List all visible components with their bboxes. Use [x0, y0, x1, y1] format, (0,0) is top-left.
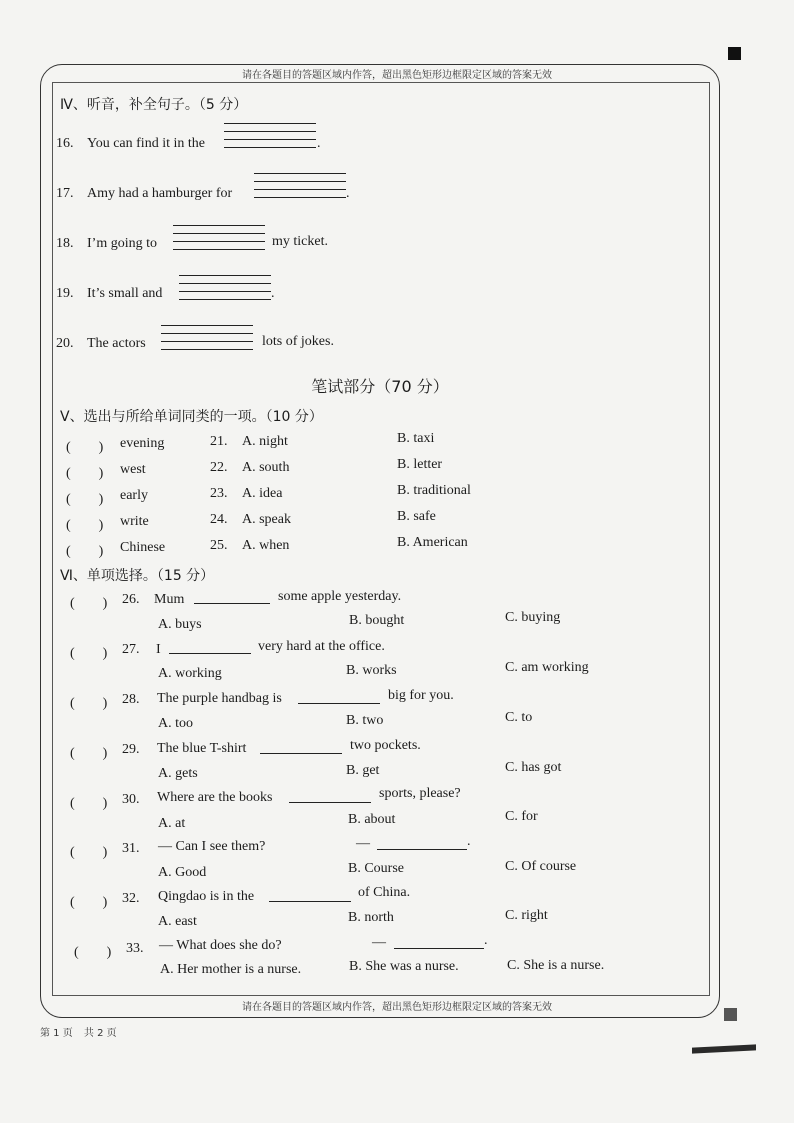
- q31-period: .: [467, 834, 471, 849]
- q25-answer-paren[interactable]: ( ): [66, 544, 104, 559]
- answer-frame-inner: [52, 82, 710, 996]
- q26-number: 26.: [122, 592, 140, 607]
- q30-number: 30.: [122, 792, 140, 807]
- q31-question: — Can I see them?: [158, 839, 266, 854]
- q24-option-b: B. safe: [397, 509, 436, 524]
- q30-option-c: C. for: [505, 809, 538, 824]
- q32-option-a: A. east: [158, 914, 197, 929]
- q20-text: The actors: [87, 336, 146, 351]
- q23-option-b: B. traditional: [397, 483, 471, 498]
- q27-option-c: C. am working: [505, 660, 589, 675]
- q18-number: 18.: [56, 236, 74, 251]
- q26-blank[interactable]: [194, 588, 270, 604]
- q20-number: 20.: [56, 336, 74, 351]
- q22-number: 22.: [210, 460, 228, 475]
- q31-answer-paren[interactable]: ( ): [70, 845, 108, 860]
- q21-option-a: A. night: [242, 434, 288, 449]
- q17-answer-blank[interactable]: [254, 173, 346, 205]
- q32-answer-paren[interactable]: ( ): [70, 895, 108, 910]
- q27-number: 27.: [122, 642, 140, 657]
- q20-answer-blank[interactable]: [161, 325, 253, 357]
- q28-option-b: B. two: [346, 713, 384, 728]
- q24-option-a: A. speak: [242, 512, 291, 527]
- section6-title: Ⅵ、单项选择。（15 分）: [60, 568, 215, 584]
- q31-option-b: B. Course: [348, 861, 404, 876]
- q31-response-dash: —: [356, 836, 370, 851]
- q29-option-c: C. has got: [505, 760, 562, 775]
- q22-answer-paren[interactable]: ( ): [66, 466, 104, 481]
- written-part-title: 笔试部分（70 分）: [311, 377, 449, 396]
- q27-option-a: A. working: [158, 666, 222, 681]
- page-footer: [40, 1024, 125, 1039]
- q33-number: 33.: [126, 941, 144, 956]
- q20-ending: lots of jokes.: [262, 334, 334, 349]
- q31-option-c: C. Of course: [505, 859, 577, 874]
- q23-answer-paren[interactable]: ( ): [66, 492, 104, 507]
- q30-blank[interactable]: [289, 787, 371, 803]
- q33-response-dash: —: [372, 935, 386, 950]
- q16-answer-blank[interactable]: [224, 123, 316, 155]
- q29-stem-start: The blue T-shirt: [157, 741, 247, 756]
- q26-option-c: C. buying: [505, 610, 561, 625]
- section4-title: Ⅳ、听音，补全句子。（5 分）: [60, 97, 248, 113]
- q23-option-a: A. idea: [242, 486, 283, 501]
- q32-stem-end: of China.: [358, 885, 411, 900]
- q29-answer-paren[interactable]: ( ): [70, 746, 108, 761]
- page-total: 共 2 页: [83, 1028, 117, 1039]
- header-note: 请在各题目的答题区域内作答，超出黑色矩形边框限定区域的答案无效: [242, 70, 552, 81]
- q18-ending: my ticket.: [272, 234, 328, 249]
- q19-number: 19.: [56, 286, 74, 301]
- q30-option-a: A. at: [158, 816, 186, 831]
- q30-answer-paren[interactable]: ( ): [70, 796, 108, 811]
- q32-stem-start: Qingdao is in the: [158, 889, 255, 904]
- q27-blank[interactable]: [169, 638, 251, 654]
- q23-number: 23.: [210, 486, 228, 501]
- q28-number: 28.: [122, 692, 140, 707]
- q18-text: I’m going to: [87, 236, 157, 251]
- q31-option-a: A. Good: [158, 865, 207, 880]
- q29-stem-end: two pockets.: [350, 738, 421, 753]
- q28-stem-start: The purple handbag is: [157, 691, 282, 706]
- q31-number: 31.: [122, 841, 140, 856]
- q28-option-a: A. too: [158, 716, 193, 731]
- footer-note: 请在各题目的答题区域内作答，超出黑色矩形边框限定区域的答案无效: [242, 1002, 552, 1013]
- q16-text: You can find it in the: [87, 136, 205, 151]
- q29-option-a: A. gets: [158, 766, 198, 781]
- q30-stem-end: sports, please?: [379, 786, 461, 801]
- q26-stem-end: some apple yesterday.: [278, 589, 402, 604]
- q33-option-b: B. She was a nurse.: [349, 959, 459, 974]
- q17-text: Amy had a hamburger for: [87, 186, 233, 201]
- q33-blank[interactable]: [394, 933, 484, 949]
- q33-option-a: A. Her mother is a nurse.: [160, 962, 302, 977]
- q33-answer-paren[interactable]: ( ): [74, 945, 112, 960]
- q25-option-b: B. American: [397, 535, 468, 550]
- q17-ending: .: [346, 186, 350, 201]
- q19-answer-blank[interactable]: [179, 275, 271, 307]
- q21-option-b: B. taxi: [397, 431, 435, 446]
- q32-number: 32.: [122, 891, 140, 906]
- q26-stem-start: Mum: [154, 592, 185, 607]
- q32-blank[interactable]: [269, 886, 351, 902]
- q24-number: 24.: [210, 512, 228, 527]
- q29-blank[interactable]: [260, 738, 342, 754]
- q30-option-b: B. about: [348, 812, 396, 827]
- q27-answer-paren[interactable]: ( ): [70, 646, 108, 661]
- q24-word: write: [120, 514, 149, 529]
- q16-ending: .: [317, 136, 321, 151]
- page-number: 第 1 页: [40, 1028, 73, 1039]
- scan-edge-mark: [692, 1044, 756, 1053]
- q27-option-b: B. works: [346, 663, 397, 678]
- section5-title: Ⅴ、选出与所给单词同类的一项。（10 分）: [60, 409, 323, 425]
- q28-stem-end: big for you.: [388, 688, 454, 703]
- q24-answer-paren[interactable]: ( ): [66, 518, 104, 533]
- q25-word: Chinese: [120, 540, 166, 555]
- q29-number: 29.: [122, 742, 140, 757]
- q19-text: It’s small and: [87, 286, 163, 301]
- q18-answer-blank[interactable]: [173, 225, 265, 257]
- q21-answer-paren[interactable]: ( ): [66, 440, 104, 455]
- q23-word: early: [120, 488, 148, 503]
- q33-period: .: [484, 933, 488, 948]
- q31-blank[interactable]: [377, 834, 467, 850]
- q32-option-b: B. north: [348, 910, 394, 925]
- q22-word: west: [120, 462, 146, 477]
- q28-option-c: C. to: [505, 710, 533, 725]
- alignment-marker-top: [728, 47, 741, 60]
- q19-ending: .: [271, 286, 275, 301]
- q25-option-a: A. when: [242, 538, 290, 553]
- q27-stem-start: I: [156, 642, 161, 657]
- q32-option-c: C. right: [505, 908, 548, 923]
- q21-number: 21.: [210, 434, 228, 449]
- q16-number: 16.: [56, 136, 74, 151]
- q33-option-c: C. She is a nurse.: [507, 958, 605, 973]
- q25-number: 25.: [210, 538, 228, 553]
- q26-option-b: B. bought: [349, 613, 405, 628]
- q17-number: 17.: [56, 186, 74, 201]
- q28-blank[interactable]: [298, 688, 380, 704]
- q22-option-b: B. letter: [397, 457, 443, 472]
- q21-word: evening: [120, 436, 165, 451]
- q22-option-a: A. south: [242, 460, 290, 475]
- q28-answer-paren[interactable]: ( ): [70, 696, 108, 711]
- q29-option-b: B. get: [346, 763, 380, 778]
- q33-question: — What does she do?: [159, 938, 282, 953]
- q30-stem-start: Where are the books: [157, 790, 273, 805]
- q26-answer-paren[interactable]: ( ): [70, 596, 108, 611]
- q26-option-a: A. buys: [158, 617, 202, 632]
- q27-stem-end: very hard at the office.: [258, 639, 385, 654]
